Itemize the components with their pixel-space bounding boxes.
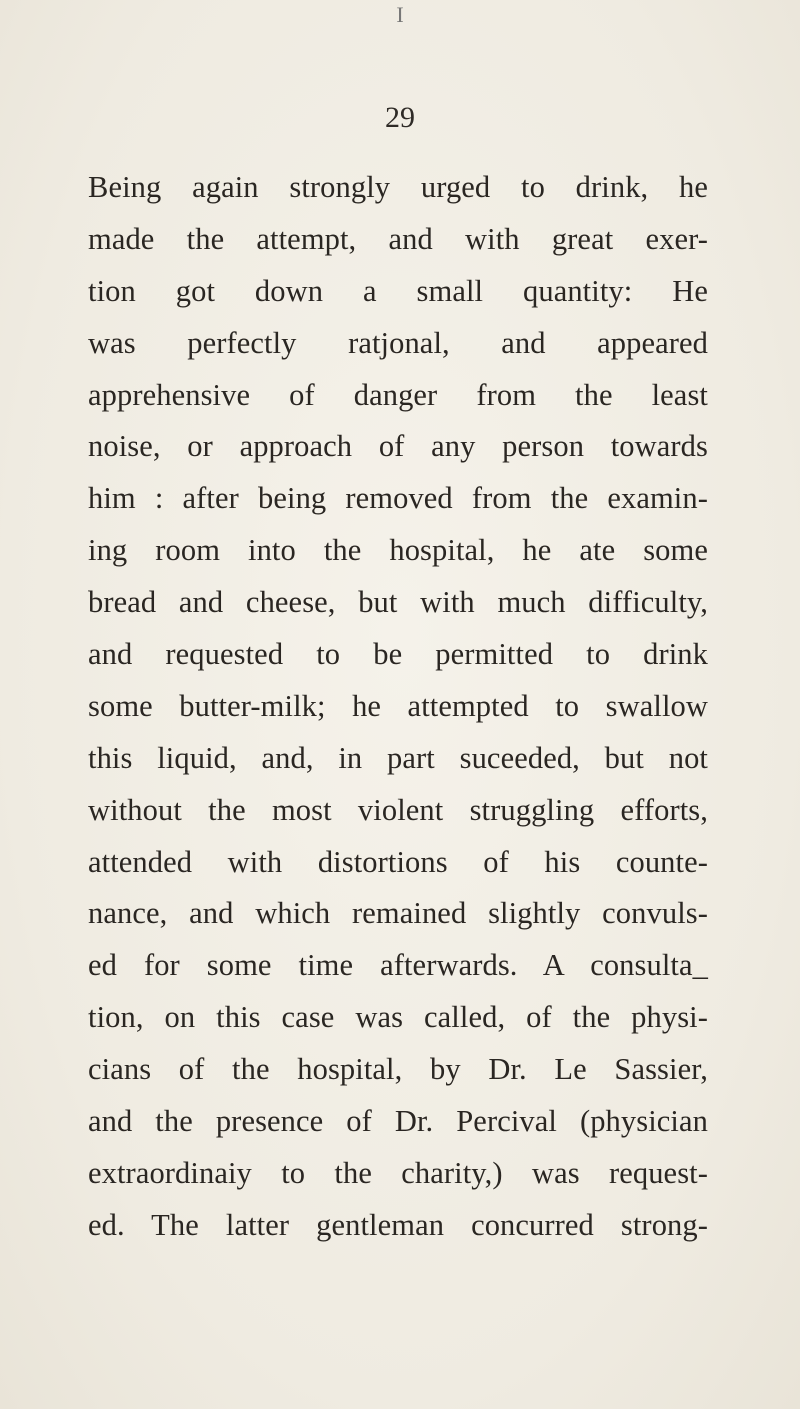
text-line: this liquid, and, in part suceeded, but not — [88, 740, 708, 775]
page-number: 29 — [385, 101, 415, 134]
text-line: tion, on this case was called, of the physi- — [88, 1000, 708, 1035]
text-line: attended with distortions of his counte- — [88, 844, 708, 879]
text-line: ed. The latter gentleman concurred strong- — [88, 1207, 708, 1242]
text-line: and the presence of Dr. Percival (physician — [88, 1104, 708, 1139]
text-line: him : after being removed from the examin- — [88, 481, 708, 516]
text-line: without the most violent struggling efforts, — [88, 792, 708, 827]
text-line: tion got down a small quantity: He — [88, 273, 708, 308]
top-mark: I — [396, 2, 404, 27]
text-line: was perfectly ratjonal, and appeared — [88, 325, 708, 360]
text-line: nance, and which remained slightly convuls- — [88, 896, 708, 931]
text-line: ing room into the hospital, he ate some — [88, 533, 708, 568]
text-line: and requested to be permitted to drink — [88, 637, 708, 672]
text-line: cians of the hospital, by Dr. Le Sassier, — [88, 1052, 708, 1087]
text-line: Being again strongly urged to drink, he — [88, 170, 708, 204]
text-line: extraordinaiy to the charity,) was request- — [88, 1155, 708, 1190]
text-line: made the attempt, and with great exer- — [88, 221, 708, 256]
text-line: apprehensive of danger from the least — [88, 377, 708, 412]
text-line: some butter-milk; he attempted to swallow — [88, 688, 708, 723]
text-line: ed for some time afterwards. A consulta_ — [88, 948, 708, 983]
text-line: bread and cheese, but with much difficulty, — [88, 585, 708, 620]
text-line: noise, or approach of any person towards — [88, 429, 708, 464]
body-text — [88, 162, 708, 1252]
